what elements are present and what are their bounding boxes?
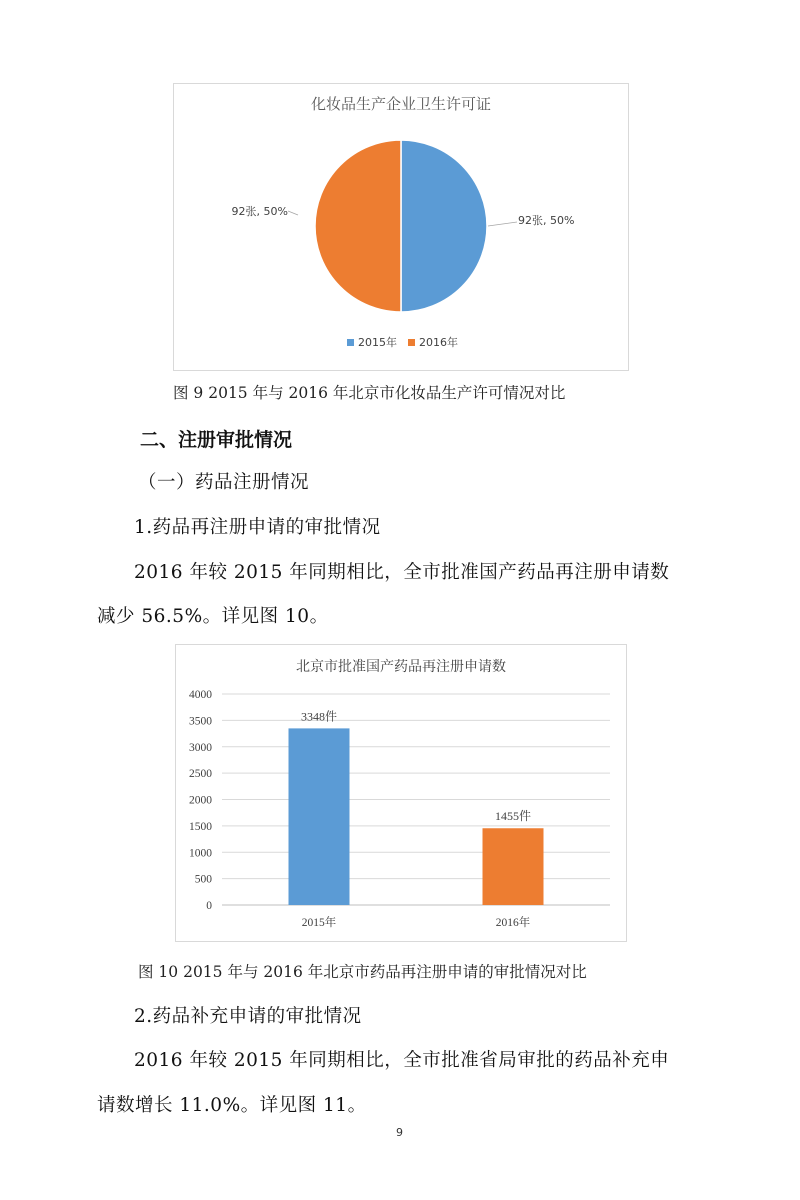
y-tick-label: 2500	[189, 768, 212, 781]
bar-chart-svg	[176, 645, 626, 941]
bar-chart-title: 北京市批准国产药品再注册申请数	[296, 659, 506, 675]
item2-heading: 2.药品补充申请的审批情况	[134, 1006, 362, 1027]
pie-slice-2015	[401, 140, 487, 312]
legend-swatch-2015	[347, 339, 354, 346]
bar-data-label: 3348件	[300, 709, 338, 724]
pie-leader-line-right	[488, 222, 517, 226]
section-heading: 二、注册审批情况	[140, 429, 293, 451]
y-tick-label: 2000	[189, 794, 212, 807]
pie-leader-line-left	[288, 211, 298, 215]
item1-paragraph-line2: 减少 56.5%。详见图 10。	[97, 606, 329, 627]
item1-paragraph-line1: 2016 年较 2015 年同期相比，全市批准国产药品再注册申请数	[134, 562, 670, 583]
bar-data-label: 1455件	[494, 809, 532, 824]
bar-2016	[483, 828, 544, 905]
legend-label-2016: 2016年	[419, 336, 458, 349]
pie-slice-2016	[315, 140, 401, 312]
subsection-heading: （一）药品注册情况	[138, 472, 310, 493]
pie-chart-figure-9	[173, 83, 629, 371]
item2-paragraph-line2: 请数增长 11.0%。详见图 11。	[97, 1095, 367, 1116]
figure-10-caption: 图 10 2015 年与 2016 年北京市药品再注册申请的审批情况对比	[138, 963, 587, 981]
figure-9-caption: 图 9 2015 年与 2016 年北京市化妆品生产许可情况对比	[173, 384, 566, 402]
legend-swatch-2016	[408, 339, 415, 346]
item1-heading: 1.药品再注册申请的审批情况	[134, 517, 381, 538]
y-tick-label: 500	[194, 873, 212, 886]
page-number: 9	[396, 1126, 403, 1139]
item2-paragraph-line1: 2016 年较 2015 年同期相比，全市批准省局审批的药品补充申	[134, 1050, 670, 1071]
legend-label-2015: 2015年	[358, 336, 397, 349]
x-category-label: 2016年	[495, 917, 531, 929]
pie-chart-svg	[174, 84, 628, 370]
y-tick-label: 1500	[189, 820, 212, 833]
pie-chart-title: 化妆品生产企业卫生许可证	[310, 95, 492, 113]
bar-chart-figure-10	[175, 644, 627, 942]
x-category-label: 2015年	[301, 917, 337, 929]
pie-data-label-2015: 92张, 50%	[518, 214, 575, 227]
y-tick-label: 3500	[189, 715, 212, 728]
y-tick-label: 3000	[189, 741, 212, 754]
y-tick-label: 4000	[189, 689, 212, 701]
bar-2015	[289, 728, 350, 905]
y-tick-label: 0	[206, 900, 212, 912]
y-tick-label: 1000	[189, 847, 212, 860]
pie-data-label-2016: 92张, 50%	[231, 205, 288, 218]
